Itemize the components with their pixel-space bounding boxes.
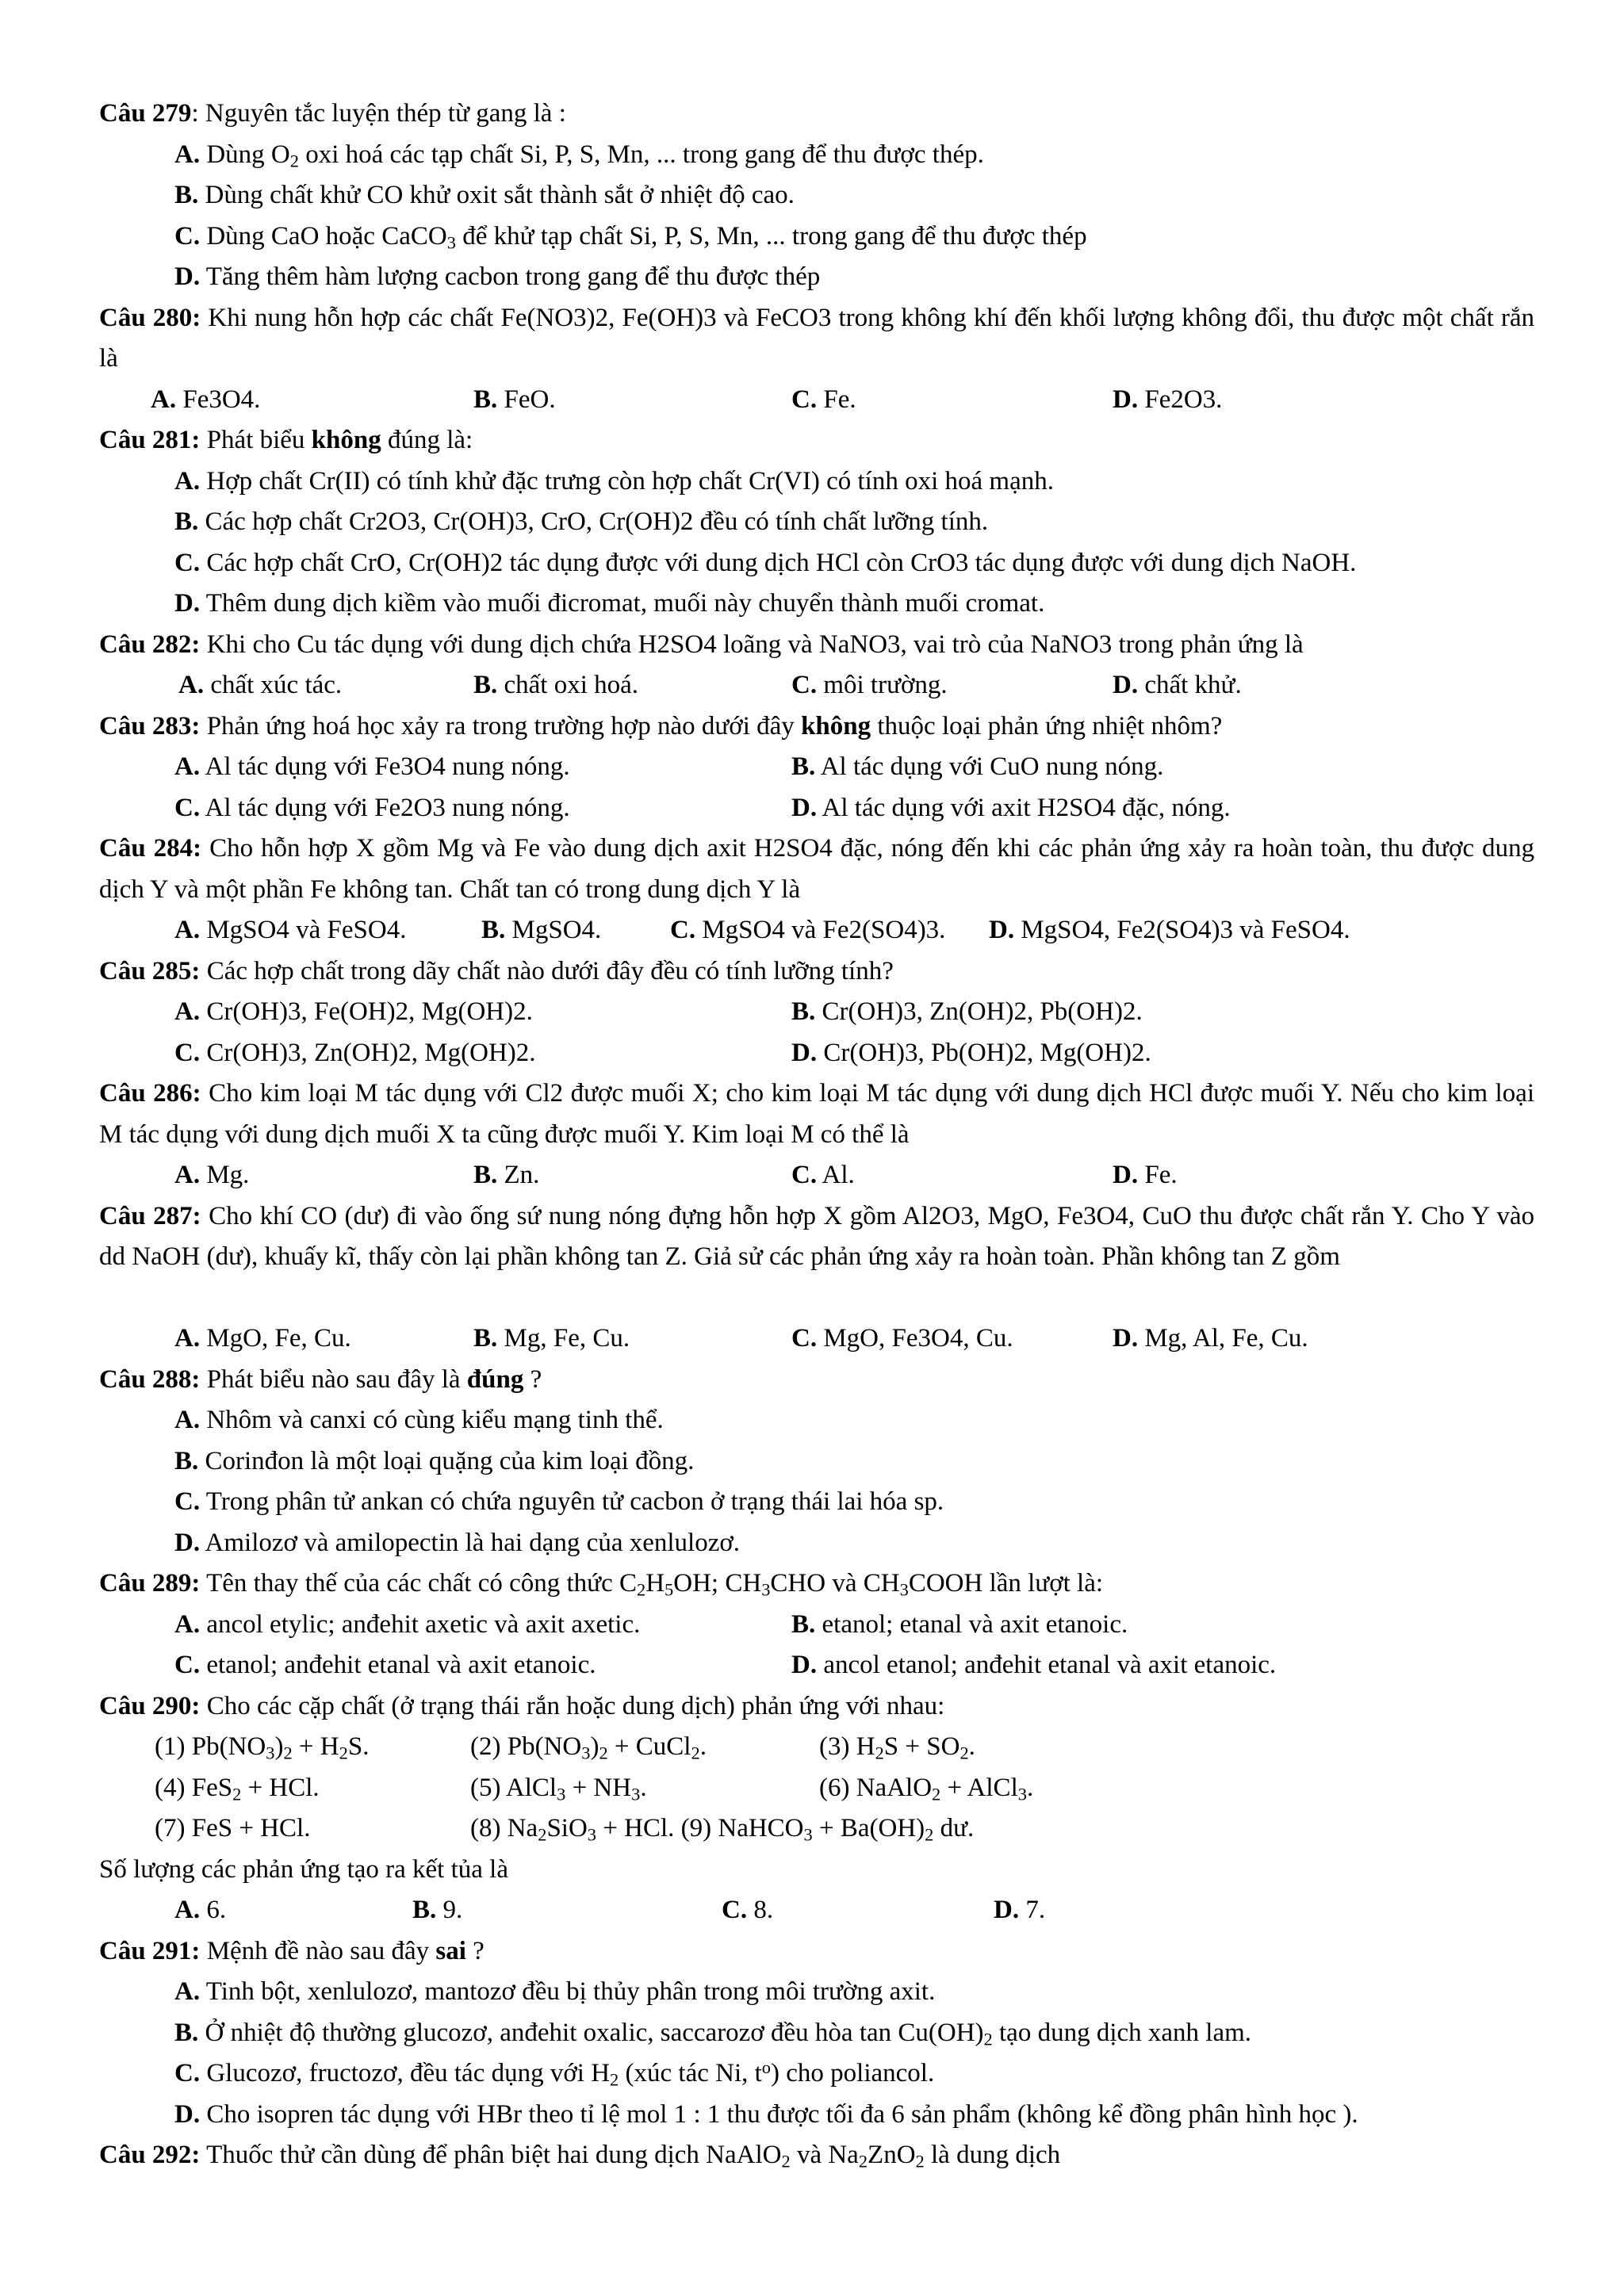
option-d: D. chất khử. (1113, 671, 1242, 699)
option-a: A. chất xúc tác. (178, 671, 343, 699)
option-b: B. etanol; etanal và axit etanoic. (791, 1609, 1128, 1639)
reaction-3: (3) $H_2S + SO_2$. (819, 1732, 975, 1763)
question-282 (99, 625, 1534, 666)
option-d: D. Cr(OH)3, Pb(OH)2, Mg(OH)2. (791, 1038, 1151, 1067)
question-286 (99, 1073, 1534, 1155)
options-row (99, 747, 1534, 788)
options-row (99, 992, 1534, 1033)
option-a: A. Nhôm và canxi có cùng kiểu mạng tinh thể. (174, 1406, 664, 1434)
question-stem: Cho hỗn hợp X gồm Mg và Fe vào dung dịch axit H2SO4 đặc, nóng đến khi các phản ứng xảy ra hoàn toàn, thu được dung dịch Y và một phần Fe không tan. Chất tan có trong dung dịch Y là (99, 834, 1534, 904)
question-290-prompt: Số lượng các phản ứng tạo ra kết tủa là (99, 1854, 508, 1884)
question-label: Câu 285: (99, 956, 201, 985)
question-284 (99, 828, 1534, 910)
options-row (99, 1155, 1534, 1196)
question-label: Câu 291: (99, 1936, 201, 1965)
option-c: C. Al. (791, 1161, 855, 1189)
reaction-6: (6) NaAlO$_2$ + AlCl$_3$. (819, 1773, 1034, 1804)
option-c: C. etanol; anđehit etanal và axit etanoic. (174, 1651, 596, 1679)
reaction-row (99, 1768, 1534, 1809)
question-stem: Cho khí CO (dư) đi vào ống sứ nung nóng đựng hỗn hợp X gồm Al2O3, MgO, Fe3O4, CuO thu được chất rắn Y. Cho Y vào dd NaOH (dư), khuấy kĩ, thấy còn lại phần không tan Z. Giả sử các phản ứng xảy ra hoàn toàn. Phần không tan Z gồm (99, 1201, 1534, 1271)
option-a: A. Al tác dụng với Fe3O4 nung nóng. (174, 752, 570, 781)
option-d: D. Tăng thêm hàm lượng cacbon trong gang để thu được thép (174, 262, 821, 291)
question-287 (99, 1196, 1534, 1319)
option-c: C. 8. (722, 1896, 774, 1924)
question-291: Câu 291: Mệnh đề nào sau đây sai ? (99, 1936, 485, 1965)
option-a: A. Cr(OH)3, Fe(OH)2, Mg(OH)2. (174, 997, 533, 1026)
question-stem: Các hợp chất trong dãy chất nào dưới đây đều có tính lưỡng tính? (200, 956, 894, 985)
options-row (99, 380, 1534, 421)
reaction-4: (4) FeS$_2$ + HCl. (155, 1773, 320, 1804)
option-c: C. MgSO4 và Fe2(SO4)3. (670, 916, 946, 944)
question-281: Câu 281: Phát biểu không đúng là: (99, 426, 473, 454)
options-row (99, 1605, 1534, 1646)
question-279 (99, 94, 1534, 135)
option-d: D. Cho isopren tác dụng với HBr theo tỉ lệ mol 1 : 1 thu được tối đa 6 sản phẩm (không kể đồng phân hình học ). (174, 2099, 1358, 2129)
question-285 (99, 951, 1534, 993)
option-c: C. Al tác dụng với Fe2O3 nung nóng. (174, 793, 570, 822)
options-row (99, 1318, 1534, 1360)
question-label: Câu 283: (99, 711, 201, 740)
option-b: B. Corinđon là một loại quặng của kim loại đồng. (174, 1446, 695, 1475)
option-b: B. Ở nhiệt độ thường glucozơ, anđehit oxalic, saccarozơ đều hòa $\tan Cu(OH)_2$ tạo dung dịch xanh lam. (174, 2018, 1252, 2049)
option-a: A. Mg. (174, 1161, 250, 1189)
option-c: C. môi trường. (791, 671, 948, 699)
option-d: D. Mg, Al, Fe, Cu. (1113, 1324, 1308, 1353)
option-a: A. MgO, Fe, Cu. (174, 1324, 351, 1353)
question-stem: Khi cho Cu tác dụng với dung dịch chứa H2SO4 loãng và NaNO3, vai trò của NaNO3 trong phản ứng là (200, 629, 1304, 659)
option-b: B. Al tác dụng với CuO nung nóng. (791, 752, 1164, 781)
options-row (99, 788, 1534, 829)
reaction-5: (5) AlCl$_3$ + $NH_3$. (470, 1773, 647, 1804)
option-b: B. FeO. (473, 385, 556, 414)
option-a: A. ancol etylic; anđehit axetic và axit axetic. (174, 1609, 641, 1639)
option-b: B. Zn. (473, 1161, 540, 1189)
question-stem: Cho kim loại M tác dụng với Cl2 được muối X; cho kim loại M tác dụng với dung dịch HCl được muối Y. Nếu cho kim loại M tác dụng với dung dịch muối X ta cũng được muối Y. Kim loại M có thể là (99, 1079, 1534, 1149)
options-row (99, 665, 1534, 706)
reaction-8-9: (8) $Na_2SiO_3$ + HCl. (9) NaHCO$_3$ + $Ba(OH)_2$ dư. (470, 1814, 975, 1845)
question-label: Câu 290: (99, 1691, 201, 1720)
option-c: C. Cr(OH)3, Zn(OH)2, Mg(OH)2. (174, 1038, 536, 1067)
option-d: D. Al tác dụng với axit H2SO4 đặc, nóng. (791, 793, 1231, 822)
question-280 (99, 298, 1534, 380)
question-label: Câu 282: (99, 629, 201, 659)
exam-page (99, 94, 1534, 2176)
options-row (99, 1033, 1534, 1074)
option-c: C. Dùng CaO hoặc CaCO$_3$ để khử tạp chất Si, P, S, Mn, ... trong gang để thu được thép (174, 221, 1087, 253)
option-a: A. Tinh bột, xenlulozơ, mantozơ đều bị thủy phân trong môi trường axit. (174, 1977, 936, 2006)
reaction-row (99, 1727, 1534, 1768)
question-label: Câu 280: (99, 303, 201, 332)
options-row (99, 1645, 1534, 1686)
question-stem: Khi nung hỗn hợp các chất Fe(NO3)2, Fe(OH)3 và FeCO3 trong không khí đến khối lượng không đổi, thu được một chất rắn là (99, 303, 1534, 373)
option-d: D. ancol etanol; anđehit etanal và axit etanoic. (791, 1651, 1277, 1679)
question-label: Câu 286: (99, 1079, 201, 1108)
question-label: Câu 281: (99, 426, 201, 454)
reaction-row (99, 1808, 1534, 1850)
option-c: C. MgO, Fe3O4, Cu. (791, 1324, 1013, 1353)
option-c: C. Fe. (791, 385, 856, 414)
option-a: A. Fe3O4. (151, 385, 261, 414)
option-b: B. 9. (412, 1896, 463, 1924)
question-label: Câu 284: (99, 834, 202, 863)
question-283: Câu 283: Phản ứng hoá học xảy ra trong trường hợp nào dưới đây không thuộc loại phản ứng nhiệt nhôm? (99, 711, 1223, 740)
reaction-7: (7) FeS + HCl. (155, 1814, 311, 1843)
option-d: D. Amilozơ và amilopectin là hai dạng của xenlulozơ. (174, 1528, 741, 1557)
question-290 (99, 1686, 1534, 1728)
option-a: A. Dùng $O_2$ oxi hoá các tạp chất Si, P, S, Mn, ... trong gang để thu được thép. (174, 140, 984, 171)
option-d: D. Fe. (1113, 1161, 1178, 1189)
option-d: D. MgSO4, Fe2(SO4)3 và FeSO4. (989, 916, 1350, 944)
option-a: A. MgSO4 và FeSO4. (174, 916, 407, 944)
question-292: Câu 292: Thuốc thử cần dùng để phân biệt hai dung dịch NaAlO$_2$ và $Na_2ZnO_2$ là dung dịch (99, 2141, 1061, 2172)
option-b: B. MgSO4. (481, 916, 602, 944)
option-d: D. Thêm dung dịch kiềm vào muối đicromat, muối này chuyển thành muối cromat. (174, 589, 1045, 618)
option-b: B. Các hợp chất Cr2O3, Cr(OH)3, CrO, Cr(OH)2 đều có tính chất lưỡng tính. (174, 507, 989, 536)
option-b: B. Mg, Fe, Cu. (473, 1324, 630, 1353)
options-row (99, 1890, 1534, 1931)
option-d: D. 7. (994, 1896, 1046, 1924)
option-b: B. Dùng chất khử CO khử oxit sắt thành sắt ở nhiệt độ cao. (174, 181, 795, 209)
question-stem: Cho các cặp chất (ở trạng thái rắn hoặc dung dịch) phản ứng với nhau: (200, 1691, 945, 1720)
option-b: B. chất oxi hoá. (473, 671, 639, 699)
options-row (99, 910, 1534, 951)
option-a: A. Hợp chất Cr(II) có tính khử đặc trưng còn hợp chất Cr(VI) có tính oxi hoá mạnh. (174, 466, 1054, 496)
question-label: Câu 287: (99, 1201, 201, 1230)
question-289: Câu 289: Tên thay thế của các chất có công thức $C_2H_5OH$; $CH_3CHO$ và $CH_3COOH$ lần lượt là: (99, 1569, 1104, 1600)
reaction-2: (2) $Pb(NO_3)_2$ + CuCl$_2$. (470, 1732, 707, 1763)
option-c: C. Glucozơ, fructozơ, đều tác dụng với $H_2$ (xúc tác Ni, $t^o$) cho poliancol. (174, 2057, 935, 2090)
question-label: Câu 289: (99, 1569, 201, 1598)
reaction-1: (1) $Pb(NO_3)_2 + H_2S$. (155, 1732, 370, 1763)
question-stem: : Nguyên tắc luyện thép từ gang là : (191, 99, 566, 128)
option-b: B. Cr(OH)3, Zn(OH)2, Pb(OH)2. (791, 997, 1143, 1026)
question-label: Câu 292: (99, 2141, 201, 2169)
option-c: C. Các hợp chất CrO, Cr(OH)2 tác dụng được với dung dịch HCl còn CrO3 tác dụng được với dung dịch NaOH. (174, 548, 1357, 577)
option-c: C. Trong phân tử ankan có chứa nguyên tử cacbon ở trạng thái lai hóa sp. (174, 1487, 944, 1516)
question-label: Câu 279 (99, 99, 192, 128)
option-d: D. Fe2O3. (1113, 385, 1223, 414)
question-label: Câu 288: (99, 1364, 201, 1394)
option-a: A. 6. (174, 1896, 227, 1924)
question-288: Câu 288: Phát biểu nào sau đây là đúng ? (99, 1364, 542, 1394)
